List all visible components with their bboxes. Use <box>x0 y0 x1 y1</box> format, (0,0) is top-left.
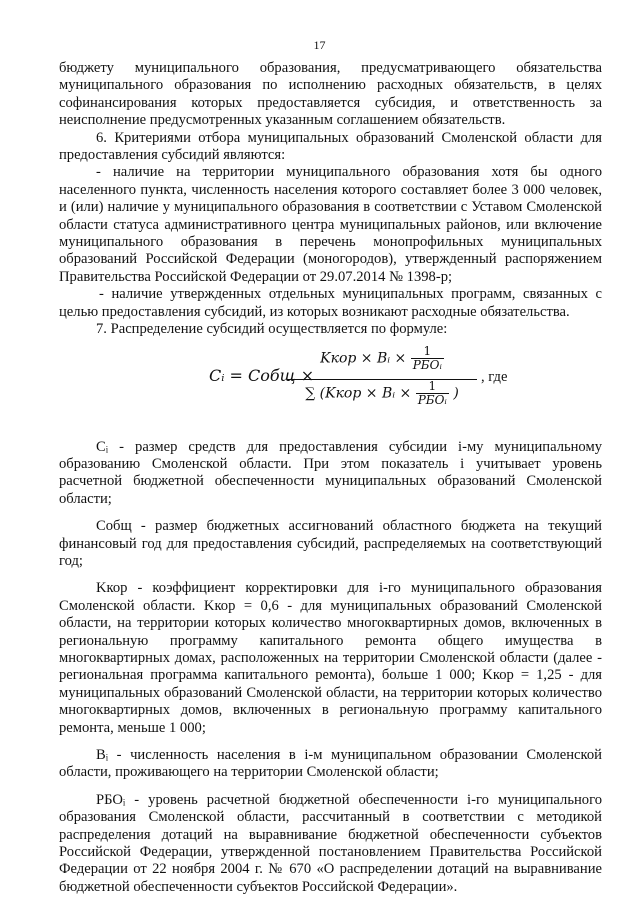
definition-kkor: Kкор - коэффициент корректировки для i-го муниципального образования Смоленской области. Kкор = 0,6 - для муниципальных образований Смоленской области, на территории которых количество многоквартирных домов, включенных в региональную программу капитального ремонта общего имущества в многоквартирных домах, расположенных на территории Смоленской области (далее - региональная программа капитального ремонта), больше 1 000; Kкор = 1,25 - для муниципальных образований Смоленской области, на территории которых количество многоквартирных домов, включенных в региональную программу капитального ремонта, меньше 1 000; <box>59 580 602 736</box>
page-number: 17 <box>313 38 326 52</box>
paragraph-criterion-1: - наличие на территории муниципального образования хотя бы одного населенного пункта, численность населения которого составляет более 3 000 человек, и (или) наличие у муниципального образования в соответствии с Уставом Смоленской области статуса административного центра муниципальных районов, или включение муниципального образования в перечень монопрофильных муниципальных образований Российской Федерации (моногородов), утвержденный распоряжением Правительства Российской Федерации от 29.07.2014 № 1398-р; <box>59 164 602 285</box>
inner-fraction-2-denominator: РБОᵢ <box>417 392 447 407</box>
definition-bi: Bᵢ - численность населения в i-м муниципальном образовании Смоленской области, проживающего на территории Смоленской области; <box>59 747 602 781</box>
definition-rboi: РБОᵢ - уровень расчетной бюджетной обеспеченности i-го муниципального образования Смоленской области, рассчитанный в соответствии с методикой распределения дотаций на выравнивание бюджетной обеспеченности субъектов Российской Федерации, утвержденной постановлением Правительства Российской Федерации от 22 ноября 2004 г. № 670 «О распределении дотаций на выравнивание бюджетной обеспеченности субъектов Российской Федерации». <box>59 791 602 895</box>
document-body <box>59 60 602 896</box>
formula-denominator-close: ) <box>453 385 459 401</box>
definition-ci: Cᵢ - размер средств для предоставления субсидии i-му муниципальному образованию Смоленской области. При этом показатель i учитывает уровень расчетной бюджетной обеспеченности муниципальных образований Смоленской области; <box>59 438 602 507</box>
formula-where: , где <box>481 368 508 385</box>
distribution-formula <box>59 343 602 425</box>
formula-inner-fraction <box>411 345 444 372</box>
paragraph-criteria-heading: 6. Критериями отбора муниципальных образований Смоленской области для предоставления субсидий являются: <box>59 129 602 164</box>
formula-numerator <box>287 345 477 379</box>
paragraph-continued: бюджету муниципального образования, предусматривающего обязательства муниципального образования по исполнению расходных обязательств, в целях софинансирования которых предоставляется субсидия, и ответственность за неисполнение предусмотренных указанным соглашением обязательств. <box>59 60 602 129</box>
formula-lhs: Cᵢ = Cобщ × <box>209 365 315 385</box>
formula-numerator-text: Kкор × Bᵢ × <box>320 350 407 366</box>
definition-cobshch: Cобщ - размер бюджетных ассигнований областного бюджета на текущий финансовый год для предоставления субсидий, распределяемых на соответствующий год; <box>59 518 602 569</box>
inner-fraction-2-numerator: 1 <box>416 380 449 394</box>
paragraph-distribution-heading: 7. Распределение субсидий осуществляется по формуле: <box>96 321 448 338</box>
formula-denominator-text: ∑ (Kкор × Bᵢ × <box>305 385 412 401</box>
inner-fraction-numerator: 1 <box>411 345 444 359</box>
formula-denominator <box>287 380 477 420</box>
formula-fraction <box>287 345 477 420</box>
formula-inner-fraction-2 <box>416 380 449 407</box>
inner-fraction-denominator: РБОᵢ <box>412 357 442 372</box>
paragraph-criterion-2: - наличие утвержденных отдельных муниципальных программ, связанных с целью предоставления субсидий, из которых возникают расходные обязательства. <box>59 286 602 320</box>
